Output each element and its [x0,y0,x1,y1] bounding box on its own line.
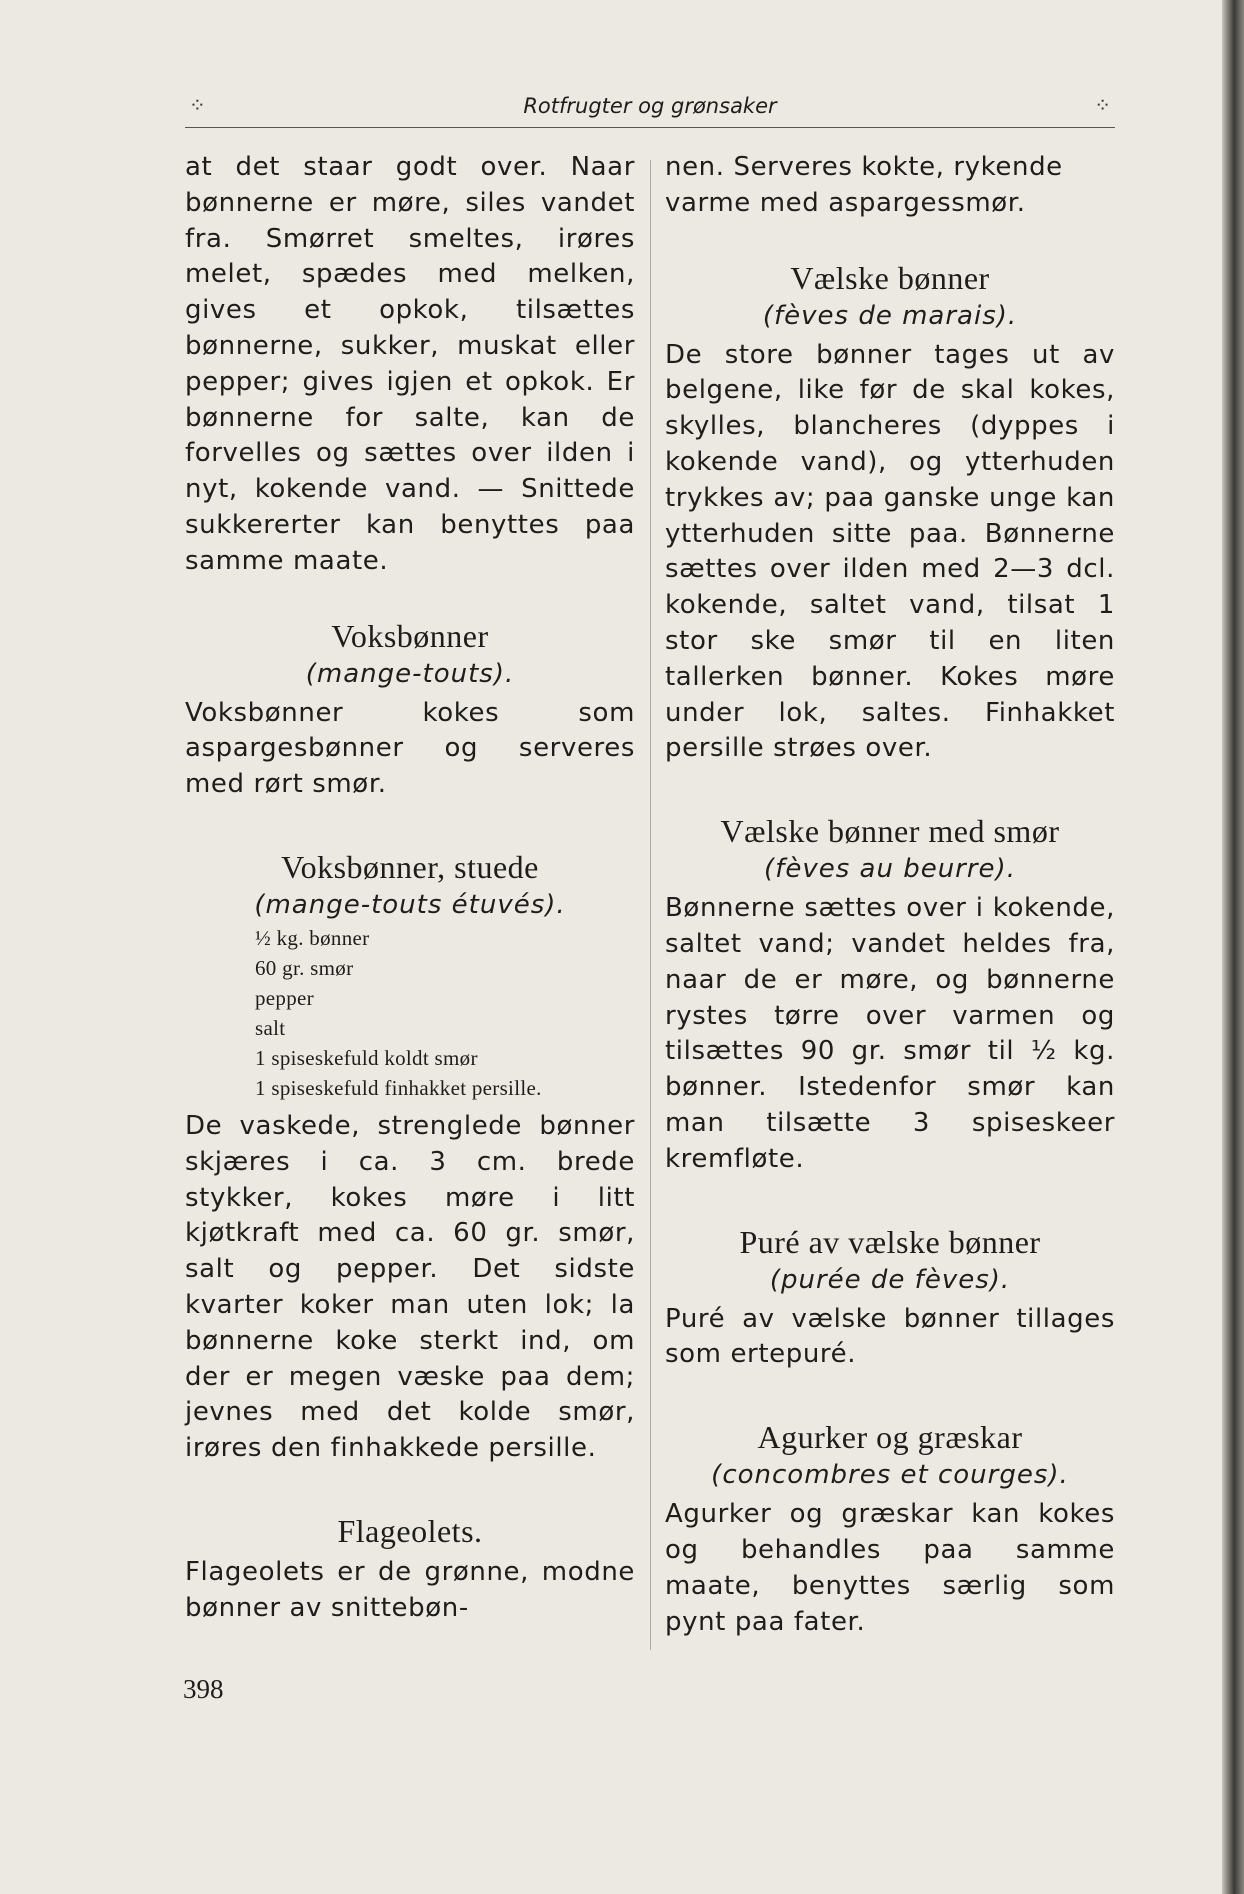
recipe-text-agurker: Agurker og græskar kan kokes og behandles paa samme maate, benyttes særlig som pynt paa fater. [665,1499,1115,1637]
recipe-title-pure: Puré av vælske bønner [739,1223,1041,1260]
ingredient-item: pepper [255,985,314,1010]
ornament-right-icon: ⁘ [1094,95,1111,117]
recipe-title-agurker: Agurker og græskar [757,1419,1023,1456]
running-title: Rotfrugter og grønsaker [523,94,777,118]
running-header [185,91,1115,128]
recipe-subtitle-voksbonner: (mange-touts). [305,658,515,689]
recipe-text-vaelske-bonner-smor: Bønnerne sættes over i kokende, saltet vand; vandet heldes fra, naar de er møre, og bønnerne rystes tørre over varmen og tilsættes 90 gr. smør til ½ kg. bønner. Istedenfor smør kan man tilsætte 3 spiseskeer kremfløte. [665,893,1115,1174]
intro-paragraph: at det staar godt over. Naar bønnerne er møre, siles vandet fra. Smørret smeltes, irøres melet, spædes med melken, gives et opkok, tilsættes bønnerne, sukker, muskat eller pepper; gives igjen et opkok. Er bønnerne for salte, kan de forvelles og sættes over ilden i nyt, kokende vand. — Snittede sukkererter kan benyttes paa samme maate. [185,152,635,576]
recipe-title-vaelske-bonner: Vælske bønner [790,259,990,296]
ingredient-item: ½ kg. bønner [255,925,370,950]
recipe-subtitle-agurker: (concombres et courges). [711,1460,1069,1491]
recipe-title-voksbonner-stuede: Voksbønner, stuede [281,848,539,885]
ornament-left-icon: ⁘ [189,95,206,117]
recipe-title-voksbonner: Voksbønner [331,617,489,654]
ingredient-item: salt [255,1015,286,1040]
recipe-title-vaelske-bonner-smor: Vælske bønner med smør [720,813,1060,850]
recipe-text-voksbonner-stuede: De vaskede, strenglede bønner skjæres i ca. 3 cm. brede stykker, kokes møre i litt kjøtkraft med ca. 60 gr. smør, salt og pepper. Det sidste kvarter koker man uten lok; la bønnerne koke sterkt ind, om der er megen væske paa dem; jevnes med det kolde smør, irøres den finhakkede persille. [185,1110,635,1464]
right-column [665,150,1115,1640]
column-divider [650,160,651,1650]
ingredient-item: 1 spiseskefuld finhakket persille. [255,1075,542,1100]
recipe-subtitle-vaelske-bonner-smor: (fèves au beurre). [764,854,1016,885]
ingredient-list [255,923,635,1103]
left-column [185,150,635,1627]
ingredient-item: 1 spiseskefuld koldt smør [255,1045,478,1070]
recipe-text-vaelske-bonner: De store bønner tages ut av belgene, like før de skal kokes, skylles, blancheres (dyppes i kokende vand), og ytterhuden trykkes av; paa ganske unge kan ytterhuden sitte paa. Bønnerne sættes over ilden med 2—3 dcl. kokende, saltet vand, tilsat 1 stor ske smør til en liten tallerken bønner. Kokes møre under lok, saltes. Finhakket persille strøes over. [665,339,1115,764]
recipe-text-flageolets: Flageolets er de grønne, modne bønner av snittebøn- [185,1556,635,1623]
recipe-text-pure: Puré av vælske bønner tillages som ertepuré. [665,1303,1115,1370]
ingredient-item: 60 gr. smør [255,955,354,980]
recipe-text-voksbonner: Voksbønner kokes som aspargesbønner og serveres med rørt smør. [185,697,635,800]
recipe-subtitle-pure: (purée de fèves). [769,1264,1011,1295]
recipe-title-flageolets: Flageolets. [337,1512,483,1549]
recipe-subtitle-voksbonner-stuede: (mange-touts étuvés). [254,889,566,920]
recipe-subtitle-vaelske-bonner: (fèves de marais). [762,300,1018,331]
page-number: 398 [183,1674,224,1704]
intro-paragraph-right: nen. Serveres kokte, rykende varme med aspargessmør. [665,152,1063,218]
